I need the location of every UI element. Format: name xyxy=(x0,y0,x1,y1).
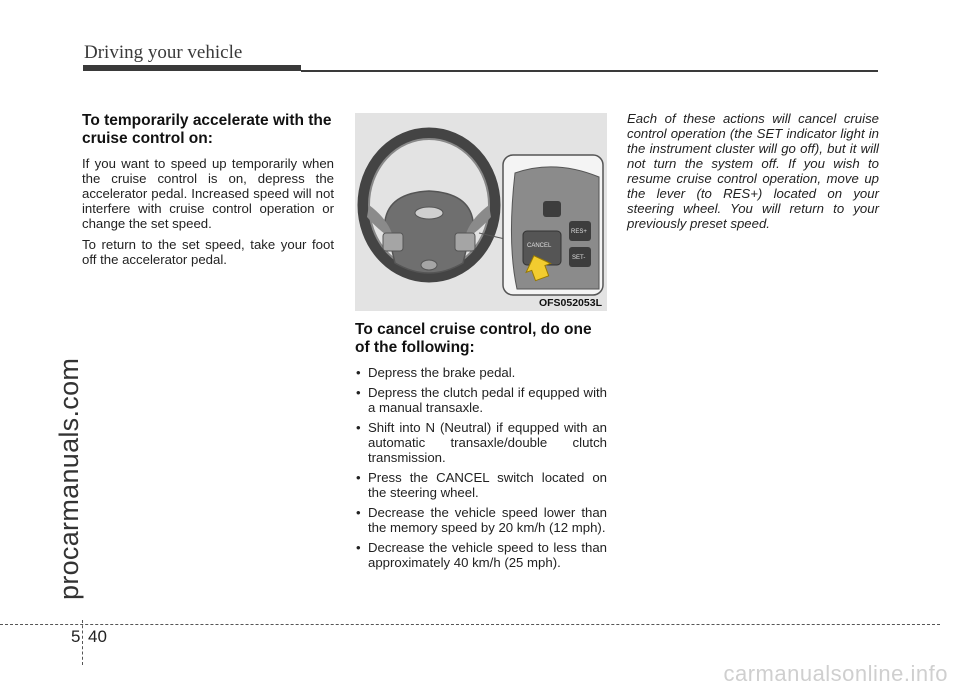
cancel-effect-paragraph: Each of these actions will cancel cruise control operation (the SET indicator light in the instrument cluster will go off), but it will not turn the system off. If you wish to resume cruise control operation, move up the lever (to RES+) located on your steering wheel. You will return to your previously preset speed. xyxy=(627,111,879,231)
header-rule-thin xyxy=(301,70,878,72)
steering-wheel-figure xyxy=(355,113,607,311)
side-watermark: procarmanuals.com xyxy=(54,357,84,600)
cancel-heading: To cancel cruise control, do one of the following: xyxy=(355,321,592,356)
accelerate-paragraph: If you want to speed up temporarily when the cruise control is on, depress the accelerator pedal. Increased speed will not interfere with cruise control operation or change the set speed. xyxy=(82,156,334,231)
section-number: 5 xyxy=(71,627,81,646)
footer-divider xyxy=(82,620,83,665)
res-switch-label: RES+ xyxy=(571,229,587,235)
left-column xyxy=(82,112,334,273)
list-item: • Shift into N (Neutral) if equpped with an automatic transaxle/double clutch transmission. xyxy=(355,420,607,465)
header-rule-thick xyxy=(83,65,301,71)
list-item: • Depress the clutch pedal if equpped with a manual transaxle. xyxy=(355,385,607,415)
list-item: • Press the CANCEL switch located on the steering wheel. xyxy=(355,470,607,500)
list-item: • Decrease the vehicle speed to less than approximately 40 km/h (25 mph). xyxy=(355,540,607,570)
steering-wheel-illustration xyxy=(355,113,607,311)
middle-column xyxy=(355,113,607,575)
footer-rule xyxy=(0,624,940,625)
set-switch-label: SET- xyxy=(572,255,586,261)
right-column xyxy=(627,111,879,237)
list-item: • Depress the brake pedal. xyxy=(355,365,607,380)
bottom-watermark: carmanualsonline.info xyxy=(723,661,948,686)
list-item: • Decrease the vehicle speed lower than the memory speed by 20 km/h (12 mph). xyxy=(355,505,607,535)
cancel-switch-label: CANCEL xyxy=(527,243,552,249)
page-header-title: Driving your vehicle xyxy=(84,42,243,63)
figure-code: OFS052053L xyxy=(538,297,602,309)
page-number: 40 xyxy=(88,627,107,646)
cancel-list xyxy=(355,365,607,570)
accelerate-heading: To temporarily accelerate with the cruise control on: xyxy=(82,112,332,147)
return-paragraph: To return to the set speed, take your foot off the accelerator pedal. xyxy=(82,237,334,267)
